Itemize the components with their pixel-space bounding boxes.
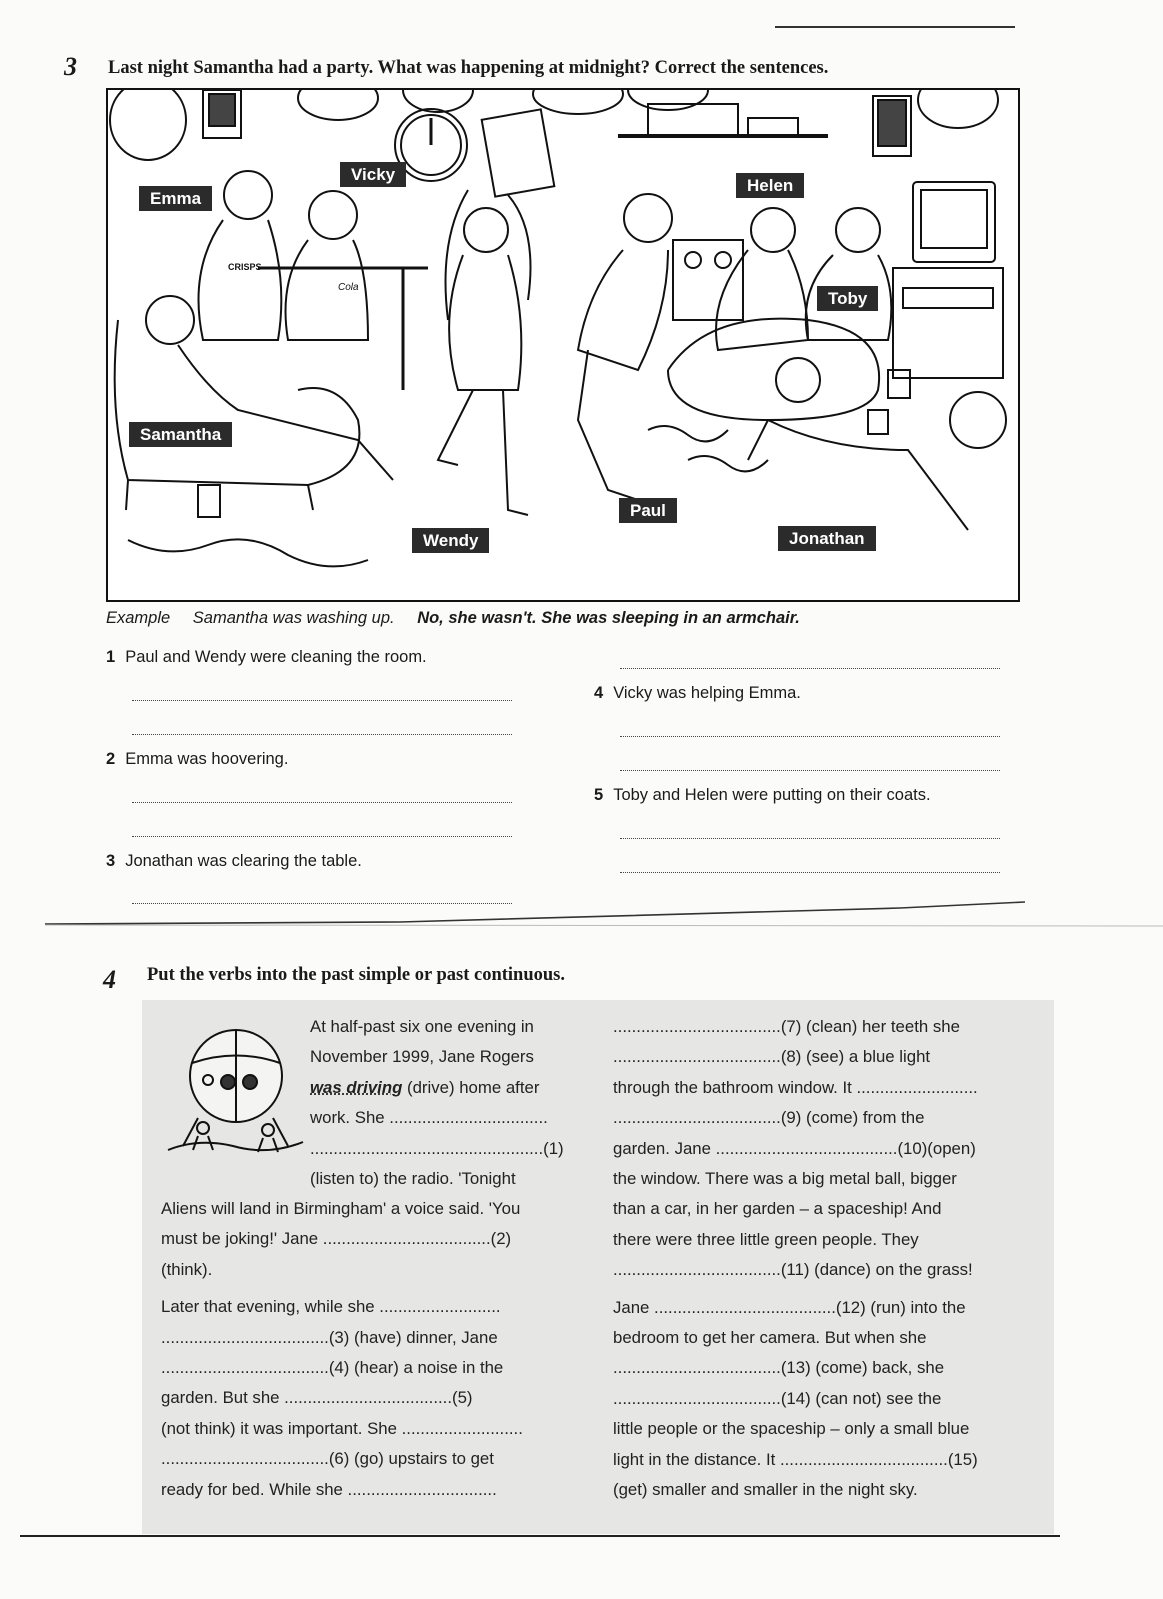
story-line: there were three little green people. They [613, 1229, 919, 1249]
story-line[interactable]: light in the distance. It ....................................(15) [613, 1449, 978, 1469]
label-wendy: Wendy [412, 528, 489, 553]
top-rule [775, 26, 1015, 28]
example-answer: No, she wasn't. She was sleeping in an armchair. [417, 609, 800, 627]
label-samantha: Samantha [129, 422, 232, 447]
story-line[interactable]: garden. But she ....................................(5) [161, 1388, 473, 1408]
story-line: November 1999, Jane Rogers [310, 1047, 534, 1067]
story-line: (listen to) the radio. 'Tonight [310, 1169, 516, 1189]
example-line [106, 609, 800, 628]
story-left-top [310, 1012, 564, 1194]
exercise-3-instruction: Last night Samantha had a party. What was happening at midnight? Correct the sentences. [108, 58, 829, 78]
story-line[interactable]: ..................................................(1) [310, 1138, 564, 1158]
party-scene-drawing [108, 90, 1018, 600]
bottom-rule [20, 1535, 1060, 1537]
story-line: (get) smaller and smaller in the night sky. [613, 1480, 918, 1500]
story-line[interactable]: Jane .......................................(12) (run) into the [613, 1297, 966, 1317]
example-sentence: Samantha was washing up. [192, 609, 395, 627]
story-line[interactable]: Later that evening, while she .......................... [161, 1297, 501, 1317]
answer-line-1a[interactable] [132, 700, 512, 701]
label-jonathan: Jonathan [778, 526, 876, 551]
story-line[interactable]: work. She .................................. [310, 1108, 548, 1128]
question-5 [594, 786, 931, 805]
answer-line-5a[interactable] [620, 838, 1000, 839]
cola-text: Cola [338, 282, 359, 293]
question-number: 3 [106, 852, 116, 870]
question-number: 5 [594, 786, 604, 804]
answer-line-5b[interactable] [620, 872, 1000, 873]
question-2 [106, 750, 288, 769]
label-helen: Helen [736, 173, 804, 198]
question-number: 2 [106, 750, 116, 768]
story-line[interactable]: must be joking!' Jane ....................................(2) [161, 1229, 512, 1249]
story-line[interactable]: ....................................(7) (clean) her teeth she [613, 1017, 960, 1036]
question-text: Toby and Helen were putting on their coats. [613, 786, 931, 804]
story-line[interactable]: ....................................(9) (come) from the [613, 1108, 925, 1128]
story-line: little people or the spaceship – only a small blue [613, 1419, 970, 1439]
exercise-4-number: 4 [103, 965, 116, 994]
question-1 [106, 648, 427, 667]
story-line[interactable]: ....................................(3) (have) dinner, Jane [161, 1327, 498, 1347]
question-text: Emma was hoovering. [125, 750, 289, 768]
story-line[interactable]: ....................................(14) (can not) see the [613, 1388, 942, 1408]
story-line[interactable]: ....................................(4) (hear) a noise in the [161, 1358, 504, 1378]
example-label: Example [106, 609, 171, 627]
story-line: bedroom to get her camera. But when she [613, 1328, 927, 1348]
question-text: Paul and Wendy were cleaning the room. [125, 648, 427, 666]
story-left-bottom [161, 1194, 523, 1505]
label-paul: Paul [619, 498, 677, 523]
party-illustration [106, 88, 1020, 602]
story-line[interactable]: through the bathroom window. It .......................... [613, 1077, 978, 1097]
story-line[interactable]: (not think) it was important. She .......................... [161, 1418, 523, 1438]
story-line: Aliens will land in Birmingham' a voice said. 'You [161, 1199, 521, 1218]
answer-line-4a[interactable] [620, 736, 1000, 737]
crisps-text: CRISPS [228, 262, 262, 272]
label-vicky: Vicky [340, 162, 406, 187]
answer-line-1b[interactable] [132, 734, 512, 735]
example-answer-was-driving: was driving [310, 1077, 403, 1097]
story-line[interactable]: ....................................(13) (come) back, she [613, 1358, 945, 1378]
story-line: (think). [161, 1259, 213, 1279]
story-line[interactable]: ....................................(8) (see) a blue light [613, 1047, 931, 1067]
label-emma: Emma [139, 186, 212, 211]
story-line: was driving (drive) home after [310, 1077, 540, 1097]
question-number: 4 [594, 684, 604, 702]
exercise-4-instruction: Put the verbs into the past simple or past continuous. [147, 965, 566, 985]
story-line[interactable]: garden. Jane .......................................(10)(open) [613, 1138, 976, 1158]
story-line: than a car, in her garden – a spaceship! And [613, 1199, 942, 1219]
exercise-3-number: 3 [64, 52, 77, 81]
spaceship-illustration [158, 1018, 308, 1168]
story-right [613, 1012, 978, 1506]
question-number: 1 [106, 648, 116, 666]
question-3 [106, 852, 362, 871]
answer-line-4b[interactable] [620, 770, 1000, 771]
story-line[interactable]: ....................................(11) (dance) on the grass! [613, 1260, 973, 1280]
story-line[interactable]: ....................................(6) (go) upstairs to get [161, 1449, 494, 1469]
answer-line-2b[interactable] [132, 836, 512, 837]
story-line: At half-past six one evening in [310, 1017, 534, 1036]
story-line[interactable]: ready for bed. While she ................................ [161, 1479, 497, 1499]
answer-line-2a[interactable] [132, 802, 512, 803]
label-toby: Toby [817, 286, 878, 311]
story-line: the window. There was a big metal ball, bigger [613, 1169, 957, 1189]
question-4 [594, 684, 801, 703]
page-tear-line [0, 900, 1163, 940]
answer-line-1c[interactable] [620, 668, 1000, 669]
question-text: Vicky was helping Emma. [613, 684, 801, 702]
question-text: Jonathan was clearing the table. [125, 852, 362, 870]
